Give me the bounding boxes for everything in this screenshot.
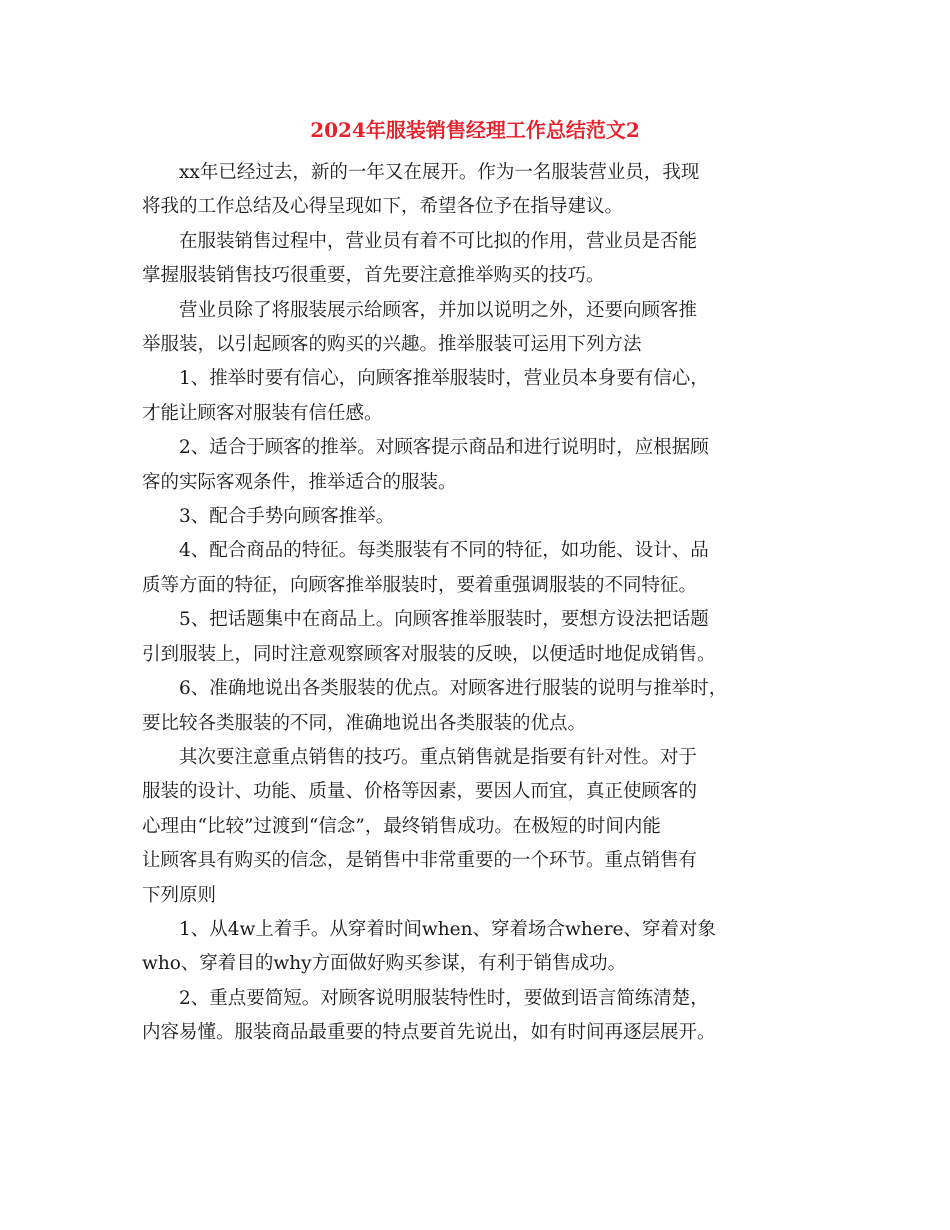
- text-line: 服装的设计、功能、质量、价格等因素，要因人而宜，真正使顾客的: [142, 781, 698, 803]
- text-line: 掌握服装销售技巧很重要，首先要注意推举购买的技巧。: [142, 265, 605, 287]
- text-line: 将我的工作总结及心得呈现如下，希望各位予在指导建议。: [142, 196, 624, 218]
- text-line: 营业员除了将服装展示给顾客，并加以说明之外，还要向顾客推: [179, 299, 698, 321]
- text-line: 让顾客具有购买的信念，是销售中非常重要的一个环节。重点销售有: [142, 850, 698, 872]
- paragraph: [142, 672, 810, 741]
- paragraph: [142, 500, 810, 534]
- text-line: 5、把话题集中在商品上。向顾客推举服装时，要想方设法把话题: [179, 609, 709, 631]
- text-line: 引到服装上，同时注意观察顾客对服装的反映，以便适时地促成销售。: [142, 643, 716, 665]
- document-title: 2024年服装销售经理工作总结范文2: [310, 118, 640, 142]
- text-line: 要比较各类服装的不同，准确地说出各类服装的优点。: [142, 712, 587, 734]
- paragraph: [142, 982, 810, 1051]
- text-line: 下列原则: [142, 884, 217, 906]
- paragraph: [142, 225, 810, 294]
- text-line: 1、从4w上着手。从穿着时间when、穿着场合where、穿着对象: [179, 918, 716, 940]
- text-line: 4、配合商品的特征。每类服装有不同的特征，如功能、设计、品: [179, 540, 709, 562]
- text-line: 2、重点要简短。对顾客说明服装特性时，要做到语言简练清楚，: [179, 987, 709, 1009]
- text-line: 1、推举时要有信心，向顾客推举服装时，营业员本身要有信心，: [179, 368, 709, 390]
- text-line: 内容易懂。服装商品最重要的特点要首先说出，如有时间再逐层展开。: [142, 1022, 716, 1044]
- text-line: xx年已经过去，新的一年又在展开。作为一名服装营业员，我现: [179, 162, 700, 183]
- text-line: 客的实际客观条件，推举适合的服装。: [142, 471, 457, 493]
- text-line: 3、配合手势向顾客推举。: [179, 506, 395, 528]
- text-line: 举服装，以引起顾客的购买的兴趣。推举服装可运用下列方法: [142, 334, 642, 356]
- paragraph: [142, 362, 810, 431]
- text-line: 心理由“比较”过渡到“信念”，最终销售成功。在极短的时间内能: [142, 815, 661, 837]
- text-line: 2、适合于顾客的推举。对顾客提示商品和进行说明时，应根据顾: [179, 437, 709, 459]
- paragraph: [142, 534, 810, 603]
- paragraph: [142, 431, 810, 500]
- paragraph: [142, 294, 810, 363]
- text-line: 6、准确地说出各类服装的优点。对顾客进行服装的说明与推举时，: [179, 678, 728, 700]
- text-line: 才能让顾客对服装有信任感。: [142, 402, 383, 424]
- paragraph: [142, 741, 810, 913]
- paragraph: [142, 603, 810, 672]
- paragraph: [142, 913, 810, 982]
- text-line: who、穿着目的why方面做好购买参谋，有利于销售成功。: [142, 953, 627, 975]
- text-line: 在服装销售过程中，营业员有着不可比拟的作用，营业员是否能: [179, 230, 698, 252]
- text-line: 其次要注意重点销售的技巧。重点销售就是指要有针对性。对于: [179, 746, 698, 768]
- paragraph: [142, 156, 810, 225]
- text-line: 质等方面的特征，向顾客推举服装时，要着重强调服装的不同特征。: [142, 574, 698, 596]
- document-body: [142, 156, 810, 1051]
